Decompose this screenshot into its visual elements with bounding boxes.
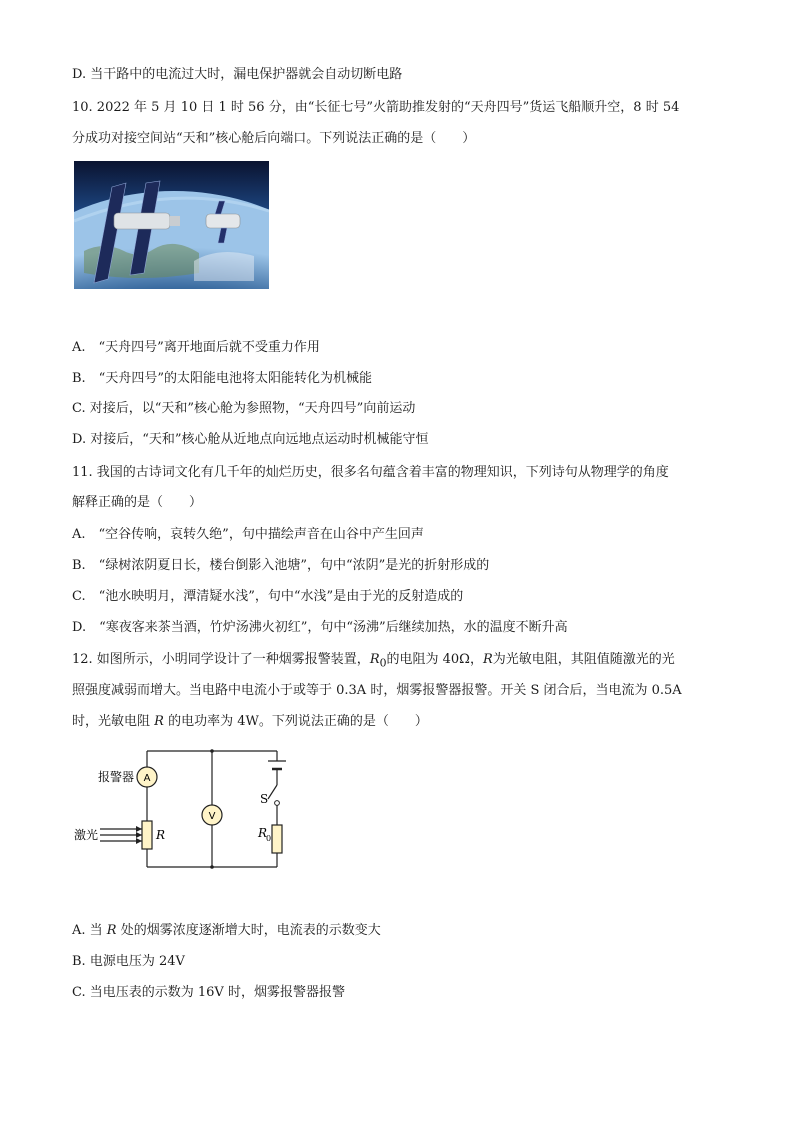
q11-stem-line1: 11. 我国的古诗词文化有几千年的灿烂历史，很多名句蕴含着丰富的物理知识，下列诗句从物理学的角度	[72, 465, 669, 480]
q11-option-b: B. “绿树浓阴夏日长，楼台倒影入池塘”，句中“浓阴”是光的折射形成的	[72, 558, 490, 573]
q12-option-b: B. 电源电压为 24V	[72, 954, 185, 969]
resistor-r-label: R	[156, 828, 166, 842]
laser-label: 激光	[74, 828, 99, 842]
q12-stem-line2: 照强度减弱而增大。当电路中电流小于或等于 0.3A 时，烟雾报警器报警。开关 S 闭合后，当电流为 0.5A	[72, 683, 682, 698]
voltmeter-symbol: V	[208, 811, 216, 822]
resistor-r0	[272, 825, 282, 853]
switch-label: S	[260, 792, 269, 806]
q10-option-d: D. 对接后，“天和”核心舱从近地点向远地点运动时机械能守恒	[72, 432, 429, 447]
resistor-r0-label: R	[258, 826, 268, 840]
resistor-r0-sub: 0	[266, 834, 272, 843]
q12-stem-line3: 时，光敏电阻 R 的电功率为 4W。下列说法正确的是（ ）	[72, 714, 428, 729]
q11-option-a: A. “空谷传响，哀转久绝”，句中描绘声音在山谷中产生回声	[72, 527, 424, 542]
q9-option-d: D. 当干路中的电流过大时，漏电保护器就会自动切断电路	[72, 67, 403, 82]
q10-option-b: B. “天舟四号”的太阳能电池将太阳能转化为机械能	[72, 371, 372, 386]
ammeter-symbol: A	[143, 773, 151, 784]
q12-option-c: C. 当电压表的示数为 16V 时，烟雾报警器报警	[72, 985, 345, 1000]
q11-option-d: D. “寒夜客来茶当酒，竹炉汤沸火初红”，句中“汤沸”后继续加热，水的温度不断升高	[72, 620, 568, 635]
q10-option-c: C. 对接后，以“天和”核心舱为参照物，“天舟四号”向前运动	[72, 401, 416, 416]
q10-option-a: A. “天舟四号”离开地面后就不受重力作用	[72, 340, 320, 355]
q10-stem-line1: 10. 2022 年 5 月 10 日 1 时 56 分，由“长征七号”火箭助推发射的“天舟四号”货运飞船顺升空，8 时 54	[72, 100, 680, 115]
q10-stem-line2: 分成功对接空间站“天和”核心舱后向端口。下列说法正确的是（ ）	[72, 131, 476, 146]
circuit-diagram	[72, 745, 302, 875]
q11-option-c: C. “池水映明月，潭清疑水浅”，句中“水浅”是由于光的反射造成的	[72, 589, 464, 604]
alarm-label: 报警器	[98, 770, 135, 784]
q12-option-a: A. 当 R 处的烟雾浓度逐渐增大时，电流表的示数变大	[72, 923, 381, 938]
spacecraft-photo	[74, 161, 269, 289]
q11-stem-line2: 解释正确的是（ ）	[72, 495, 203, 510]
photoresistor-r	[142, 821, 152, 849]
q12-stem-line1: 12. 如图所示，小明同学设计了一种烟雾报警装置，$R_0$的电阻为 40Ω，R为光敏电阻，其阻值随激光的光	[72, 652, 675, 670]
